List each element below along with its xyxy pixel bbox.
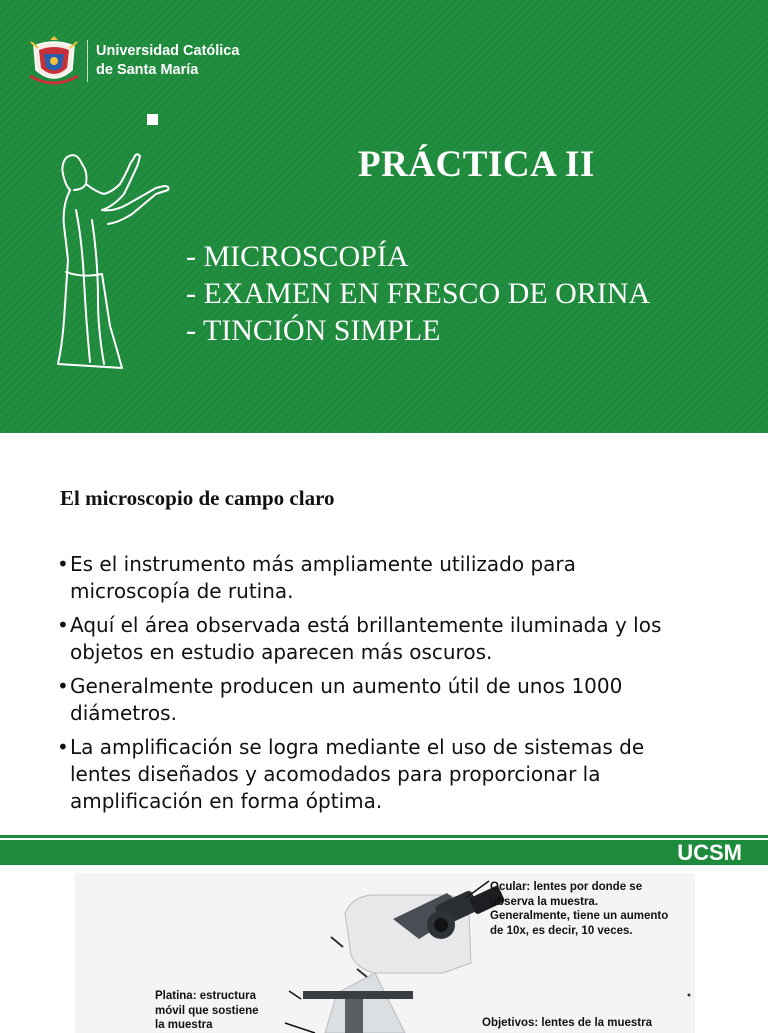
bullet-list [57,551,747,822]
square-bullet-icon [147,114,158,125]
bullet-line: Es el instrumento más ampliamente utilizado para [70,552,576,576]
bullet-item [57,551,747,605]
university-name-line2: de Santa María [96,62,199,78]
microscope-slide [0,865,768,1031]
bullet-line: La amplificación se logra mediante el uso de sistemas de [70,735,645,759]
bullet-dot-icon: • [57,735,69,759]
objetivos-annotation [482,1016,652,1031]
title-slide [0,0,768,433]
section-heading: El microscopio de campo claro [60,486,335,510]
annotation-line: de 10x, es decir, 10 veces. [490,924,633,937]
bullet-line: objetos en estudio aparecen más oscuros. [70,640,493,664]
topic-item: - MICROSCOPÍA [186,240,409,273]
bullet-item [57,734,747,815]
annotation-line: Platina: estructura [155,990,256,1002]
bullet-item [57,612,747,666]
bullet-line: lentes diseñados y acomodados para proporcionar la [70,762,601,786]
topic-item: - TINCIÓN SIMPLE [186,314,441,347]
bullet-line: diámetros. [70,701,177,725]
platina-annotation [155,989,259,1033]
annotation-line: observa la muestra. [490,895,599,908]
university-name [96,42,239,80]
bullet-item [57,673,747,727]
bullet-line: amplificación en forma óptima. [70,789,383,813]
annotation-line: la muestra [155,1019,213,1031]
statue-outline-icon [52,150,174,372]
topic-item: - EXAMEN EN FRESCO DE ORINA [186,277,651,310]
footer-divider [0,835,768,838]
bullet-line: Aquí el área observada está brillantemente iluminada y los [70,613,662,637]
bullet-dot-icon: • [57,552,69,576]
annotation-line: Ocular: lentes por donde se [490,881,643,893]
bullet-dot-icon: • [57,613,69,637]
topic-list [186,238,650,349]
annotation-line: Generalmente, tiene un aumento [490,910,669,922]
university-crest-icon [28,36,80,88]
bullet-line: microscopía de rutina. [70,579,294,603]
bullet-dot-icon: • [57,674,69,698]
footer-brand-logo: UCSM [677,840,742,865]
annotation-line: móvil que sostiene [155,1004,259,1017]
footer-bar [0,840,768,865]
annotation-line: Objetivos: lentes de la muestra [482,1017,653,1029]
content-slide [0,433,768,838]
bullet-line: Generalmente producen un aumento útil de unos 1000 [70,674,623,698]
ocular-annotation [490,880,668,938]
slide-title: PRÁCTICA II [358,144,595,185]
university-name-line1: Universidad Católica [96,43,240,59]
logo-divider [87,40,88,82]
